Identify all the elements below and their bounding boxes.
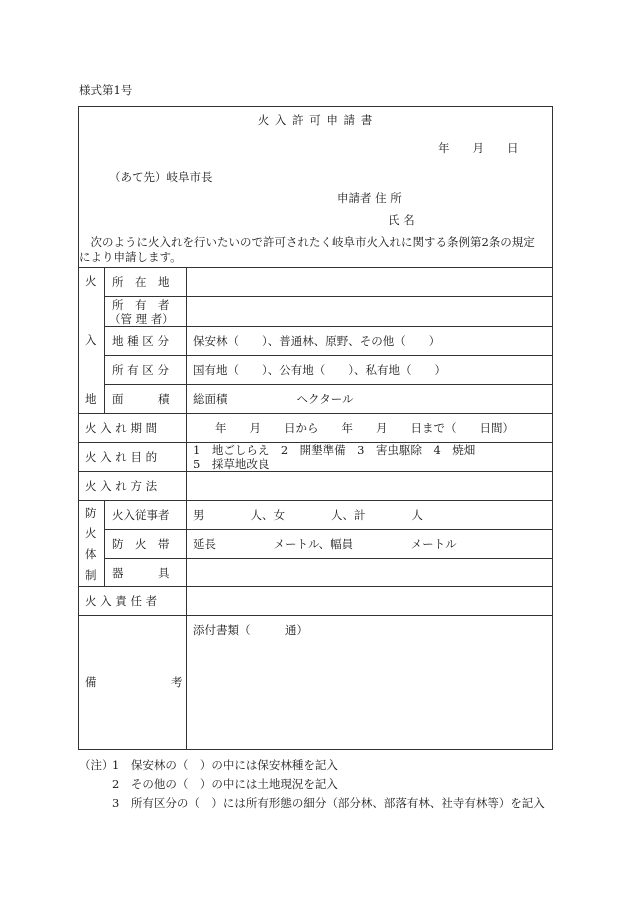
- group-fire-prevention-1: 防: [85, 506, 97, 520]
- rule: [79, 615, 552, 616]
- note-3: 3 所有区分の（ ）には所有形態の細分（部分林、部落有林、社寺有林等）を記入: [112, 796, 545, 810]
- workers-label: 火入従事者: [112, 508, 170, 522]
- ownership-value[interactable]: 国有地（ ）、公有地（ ）、私有地（ ）: [193, 363, 446, 377]
- rule: [104, 558, 552, 559]
- remarks-label-left: 備: [85, 675, 97, 689]
- group-fire-land-2: 入: [85, 333, 97, 347]
- rule: [104, 529, 552, 530]
- group-fire-prevention-4: 制: [85, 568, 97, 582]
- owner-label: 所 有 者: [112, 298, 170, 312]
- rule: [104, 267, 105, 413]
- form-title: 火 入 許 可 申 請 書: [257, 113, 374, 127]
- responsible-label: 火 入 責 任 者: [85, 594, 158, 608]
- ownership-label: 所 有 区 分: [112, 363, 169, 377]
- group-fire-land-1: 火: [85, 274, 97, 288]
- intro-line-1: 次のように火入れを行いたいので許可されたく岐阜市火入れに関する条例第2条の規定: [79, 235, 535, 249]
- rule: [104, 296, 552, 297]
- addressee: （あて先）岐阜市長: [109, 170, 213, 184]
- workers-value[interactable]: 男 人、女 人、計 人: [193, 508, 423, 522]
- rule: [79, 413, 552, 414]
- group-fire-land-3: 地: [85, 392, 97, 406]
- period-value[interactable]: 年 月 日から 年 月 日まで（ 日間）: [215, 421, 514, 435]
- land-type-label: 地 種 区 分: [112, 334, 169, 348]
- area-value[interactable]: 総面積 ヘクタール: [193, 392, 354, 406]
- rule: [104, 384, 552, 385]
- equipment-label: 器 具: [112, 566, 170, 580]
- group-fire-prevention-3: 体: [85, 547, 97, 561]
- manager-label: （管 理 者）: [109, 312, 174, 326]
- intro-line-2: により申請します。: [79, 250, 182, 264]
- note-2: 2 その他の（ ）の中には土地現況を記入: [112, 777, 338, 791]
- date-line: 年 月 日: [438, 141, 519, 155]
- period-label: 火 入 れ 期 間: [85, 421, 158, 435]
- remarks-label-right: 考: [171, 675, 183, 689]
- purpose-value-1: 1 地ごしらえ 2 開墾準備 3 害虫駆除 4 焼畑: [193, 443, 476, 457]
- purpose-label: 火 入 れ 目 的: [85, 450, 158, 464]
- area-label: 面 積: [112, 392, 170, 406]
- applicant-name-label: 氏 名: [388, 213, 415, 227]
- applicant-address-label: 申請者 住 所: [337, 191, 402, 205]
- firebreak-label: 防 火 帯: [112, 537, 170, 551]
- method-label: 火 入 れ 方 法: [85, 479, 158, 493]
- firebreak-value[interactable]: 延長 メートル、幅員 メートル: [193, 537, 457, 551]
- rule: [104, 500, 105, 586]
- location-label: 所 在 地: [112, 275, 170, 289]
- rule: [79, 500, 552, 501]
- rule: [79, 586, 552, 587]
- rule: [186, 267, 187, 749]
- group-fire-prevention-2: 火: [85, 526, 97, 540]
- note-1: 1 保安林の（ ）の中には保安林種を記入: [112, 758, 338, 772]
- form-number: 様式第1号: [79, 83, 133, 97]
- rule: [79, 267, 552, 268]
- rule: [79, 471, 552, 472]
- purpose-value-2: 5 採草地改良: [193, 457, 270, 471]
- land-type-value[interactable]: 保安林（ ）、普通林、原野、その他（ ）: [193, 334, 441, 348]
- rule: [104, 355, 552, 356]
- remarks-value[interactable]: 添付書類（ 通）: [193, 623, 308, 637]
- notes-head: （注）: [79, 758, 114, 772]
- rule: [104, 326, 552, 327]
- application-form: [78, 106, 553, 750]
